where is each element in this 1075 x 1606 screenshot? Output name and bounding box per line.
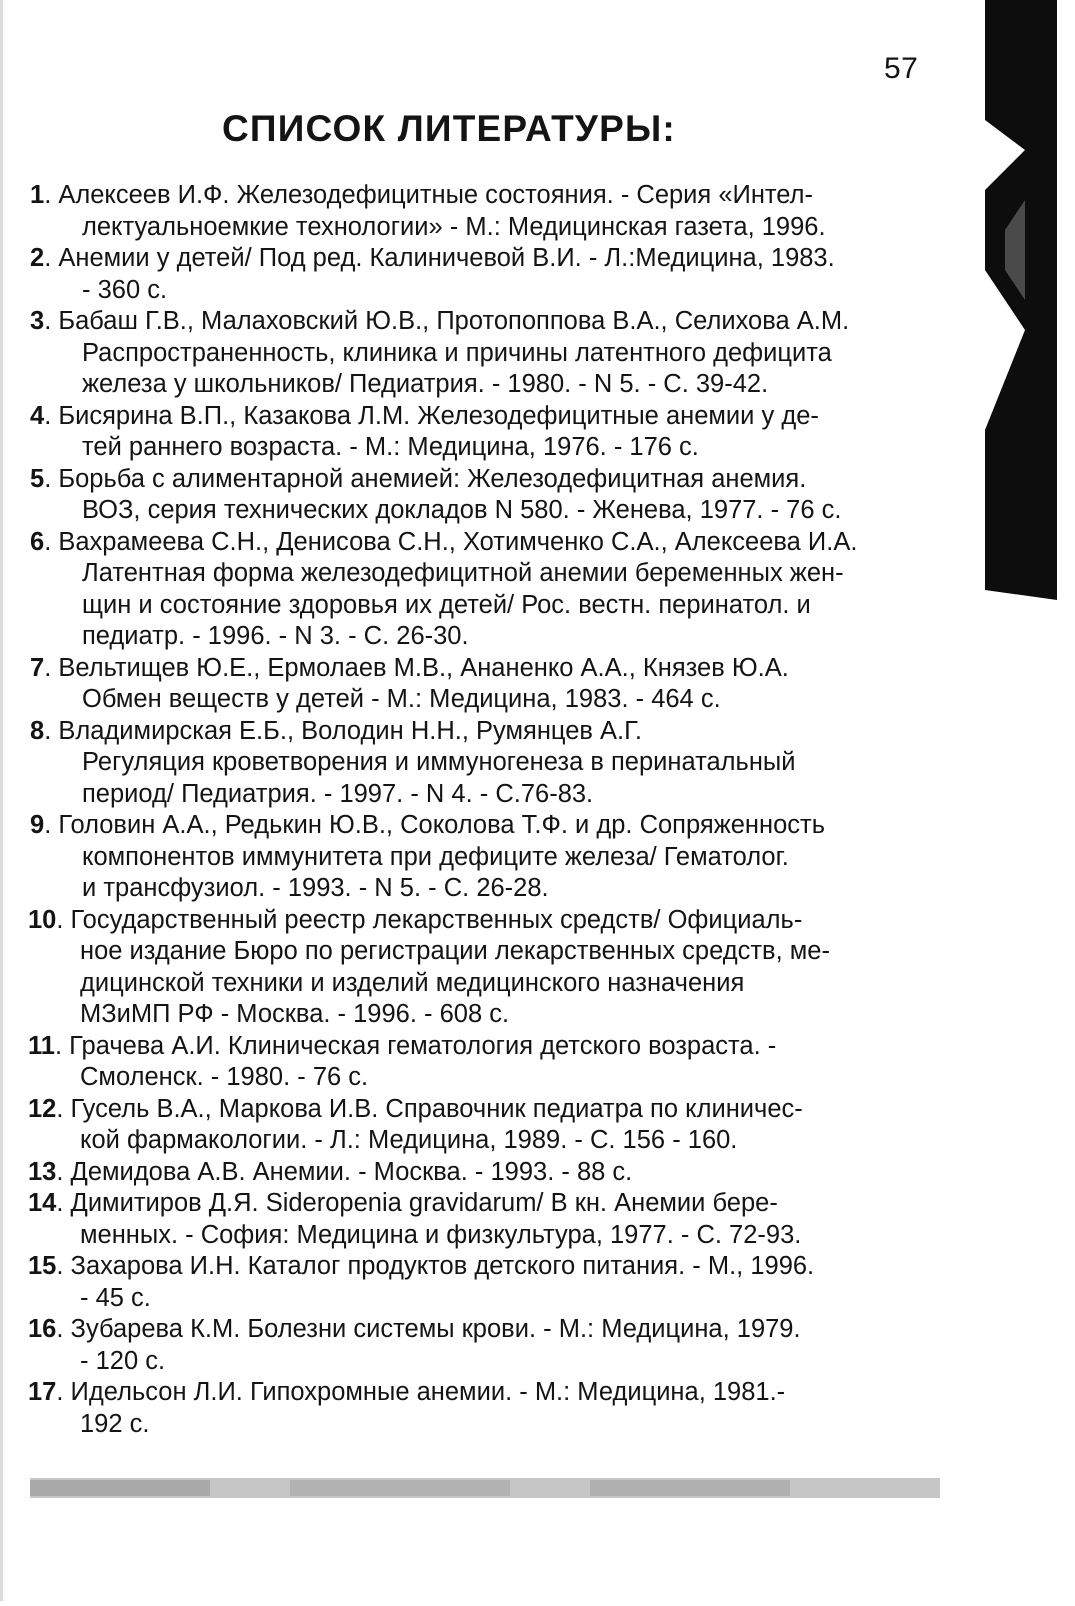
reference-number-dot: . <box>56 1315 71 1343</box>
reference-item <box>28 905 928 1031</box>
reference-number: 13 <box>28 1157 57 1186</box>
reference-text: Димитиров Д.Я. Sideropenia gravidarum/ В кн. Анемии бере- <box>70 1189 778 1217</box>
reference-number: 4 <box>30 401 45 430</box>
reference-first-line <box>30 180 928 212</box>
reference-first-line <box>28 1157 928 1189</box>
reference-number: 11 <box>28 1031 55 1060</box>
left-edge-shadow <box>0 0 6 1601</box>
bottom-strip-dark-1 <box>30 1480 210 1496</box>
reference-text: Гусель В.А., Маркова И.В. Справочник педиатра по клиничес- <box>70 1094 803 1123</box>
bottom-scan-strip <box>30 1474 940 1502</box>
reference-first-line <box>30 306 928 338</box>
reference-continuation-line: - 120 с. <box>80 1346 166 1375</box>
reference-item <box>28 716 928 811</box>
reference-item <box>28 243 928 306</box>
page-left-edge <box>0 0 6 1601</box>
reference-number-dot: . <box>56 1378 71 1406</box>
reference-continuation-line: железа у школьников/ Педиатрия. - 1980. - N 5. - С. 39-42. <box>82 370 769 398</box>
reference-number-dot: . <box>56 1094 71 1123</box>
reference-continuation-line: ное издание Бюро по регистрации лекарственных средств, ме- <box>80 937 830 965</box>
reference-first-line <box>30 653 928 685</box>
reference-first-line <box>30 810 928 842</box>
reference-continuation-line: и трансфузиол. - 1993. - N 5. - С. 26-28. <box>82 874 549 902</box>
reference-number-dot: . <box>56 905 71 934</box>
reference-text: Анемии у детей/ Под ред. Калиничевой В.И. - Л.:Медицина, 1983. <box>58 244 835 272</box>
reference-first-line <box>28 1314 928 1346</box>
reference-continuation-line: Обмен веществ у детей - М.: Медицина, 1983. - 464 с. <box>82 685 721 713</box>
reference-first-line <box>28 1094 928 1126</box>
reference-continuation-line: период/ Педиатрия. - 1997. - N 4. - С.76-83. <box>82 779 594 808</box>
reference-item <box>28 401 928 464</box>
reference-number: 5 <box>30 464 45 493</box>
reference-number: 1 <box>30 181 45 209</box>
reference-number: 6 <box>30 527 45 556</box>
reference-item <box>28 527 928 653</box>
reference-first-line <box>30 527 928 559</box>
reference-text: Идельсон Л.И. Гипохромные анемии. - М.: Медицина, 1981.- <box>70 1378 786 1406</box>
reference-continuation-line: Латентная форма железодефицитной анемии беременных жен- <box>82 559 844 587</box>
reference-text: Вахрамеева С.Н., Денисова С.Н., Хотимченко С.А., Алексеева И.А. <box>58 527 858 556</box>
reference-item <box>28 1031 928 1094</box>
reference-first-line <box>28 905 928 937</box>
reference-continuation-line: менных. - София: Медицина и физкультура, 1977. - С. 72-93. <box>80 1220 802 1249</box>
reference-text: Борьба с алиментарной анемией: Железодефицитная анемия. <box>58 464 807 493</box>
reference-number-dot: . <box>54 1031 70 1060</box>
reference-continuation-line: Регуляция кроветворения и иммуногенеза в перинатальный <box>82 748 796 776</box>
reference-item <box>28 1377 928 1440</box>
reference-item <box>28 1157 928 1189</box>
reference-continuation-line: - 360 с. <box>82 275 168 304</box>
reference-text: Бисярина В.П., Казакова Л.М. Железодефицитные анемии у де- <box>58 401 819 430</box>
reference-number: 7 <box>30 653 45 682</box>
reference-first-line <box>30 716 928 748</box>
reference-number-dot: . <box>44 244 59 272</box>
section-tab-marker <box>985 0 1075 600</box>
reference-text: Бабаш Г.В., Малаховский Ю.В., Протопоппова В.А., Селихова А.М. <box>58 307 850 335</box>
reference-number: 17 <box>28 1378 57 1406</box>
reference-first-line <box>28 1251 928 1283</box>
reference-number: 15 <box>28 1252 57 1280</box>
reference-text: Владимирская Е.Б., Володин Н.Н., Румянцев А.Г. <box>58 716 642 745</box>
reference-text: Демидова А.В. Анемии. - Москва. - 1993. - 88 с. <box>70 1157 633 1186</box>
reference-item <box>28 1188 928 1251</box>
reference-continuation-line: дицинской техники и изделий медицинского назначения <box>80 968 745 997</box>
reference-item <box>28 306 928 401</box>
reference-continuation-line: тей раннего возраста. - М.: Медицина, 1976. - 176 с. <box>82 433 699 461</box>
reference-number-dot: . <box>56 1252 71 1280</box>
reference-number-dot: . <box>56 1189 71 1217</box>
reference-number: 10 <box>28 905 57 934</box>
reference-first-line <box>30 243 928 275</box>
reference-continuation-line: компонентов иммунитета при дефиците железа/ Гематолог. <box>82 842 789 871</box>
reference-continuation-line: 192 с. <box>80 1409 150 1438</box>
reference-text: Захарова И.Н. Каталог продуктов детского питания. - М., 1996. <box>70 1252 815 1280</box>
reference-number: 8 <box>30 716 45 745</box>
reference-number-dot: . <box>44 401 59 430</box>
reference-number-dot: . <box>44 307 59 335</box>
reference-continuation-line: лектуальноемкие технологии» - М.: Медицинская газета, 1996. <box>82 212 826 241</box>
reference-first-line <box>28 1377 928 1409</box>
page-title: СПИСОК ЛИТЕРАТУРЫ: <box>222 108 676 149</box>
reference-item <box>28 464 928 527</box>
page-number: 57 <box>884 52 919 85</box>
reference-first-line <box>30 464 928 496</box>
reference-continuation-line: МЗиМП РФ - Москва. - 1996. - 608 с. <box>80 1000 510 1028</box>
reference-continuation-line: Смоленск. - 1980. - 76 с. <box>80 1063 369 1091</box>
reference-text: Головин А.А., Редькин Ю.В., Соколова Т.Ф. и др. Сопряженность <box>58 811 825 839</box>
bottom-strip-dark-2 <box>290 1480 510 1496</box>
reference-list <box>28 180 928 1440</box>
bottom-strip-dark-3 <box>590 1480 790 1496</box>
reference-text: Зубарева К.М. Болезни системы крови. - М.: Медицина, 1979. <box>70 1315 801 1343</box>
reference-continuation-line: кой фармакологии. - Л.: Медицина, 1989. - С. 156 - 160. <box>80 1126 738 1154</box>
reference-item <box>28 1314 928 1377</box>
reference-continuation-line: педиатр. - 1996. - N 3. - С. 26-30. <box>82 622 469 650</box>
reference-number: 2 <box>30 244 45 272</box>
reference-continuation-line: - 45 с. <box>80 1283 151 1312</box>
reference-text: Алексеев И.Ф. Железодефицитные состояния. - Серия «Интел- <box>58 181 814 209</box>
reference-number-dot: . <box>44 716 59 745</box>
reference-number-dot: . <box>56 1157 71 1186</box>
reference-item <box>28 1094 928 1157</box>
reference-number: 3 <box>30 307 45 335</box>
reference-number: 16 <box>28 1315 57 1343</box>
reference-text: Грачева А.И. Клиническая гематология детского возраста. - <box>69 1031 777 1060</box>
reference-text: Государственный реестр лекарственных средств/ Официаль- <box>70 905 803 934</box>
reference-item <box>28 1251 928 1314</box>
reference-first-line <box>28 1031 928 1063</box>
section-tab-shape <box>985 0 1057 600</box>
reference-number: 9 <box>30 811 45 839</box>
reference-number-dot: . <box>44 527 59 556</box>
reference-first-line <box>30 401 928 433</box>
reference-continuation-line: Распространенность, клиника и причины латентного дефицита <box>82 338 832 367</box>
reference-number: 14 <box>28 1189 57 1217</box>
reference-number-dot: . <box>44 811 59 839</box>
reference-number-dot: . <box>44 464 59 493</box>
reference-number-dot: . <box>44 181 59 209</box>
reference-text: Вельтищев Ю.Е., Ермолаев М.В., Ананенко А.А., Князев Ю.А. <box>58 653 789 682</box>
reference-item <box>28 180 928 243</box>
reference-item <box>28 810 928 905</box>
reference-continuation-line: щин и состояние здоровья их детей/ Рос. вестн. перинатол. и <box>82 590 811 619</box>
reference-number-dot: . <box>44 653 59 682</box>
reference-item <box>28 653 928 716</box>
reference-number: 12 <box>28 1094 57 1123</box>
reference-first-line <box>28 1188 928 1220</box>
reference-continuation-line: ВОЗ, серия технических докладов N 580. - Женева, 1977. - 76 с. <box>82 496 842 524</box>
